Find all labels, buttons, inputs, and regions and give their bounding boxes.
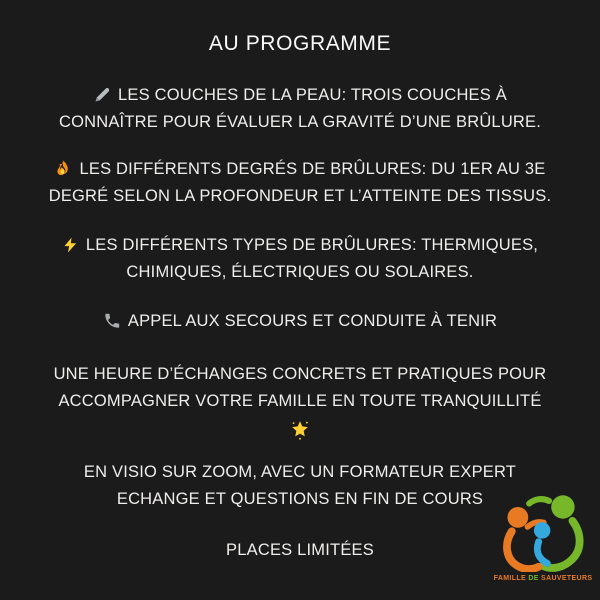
logo-caption-word: SAUVETEURS — [541, 575, 593, 582]
bullet-emergency-call — [17, 308, 583, 335]
closing-text: UNE HEURE D’ÉCHANGES CONCRETS ET PRATIQUES POUR — [53, 365, 547, 383]
bullet-text: LES DIFFÉRENTS DEGRÉS DE BRÛLURES: DU 1ER AU 3E — [79, 160, 546, 178]
phone-icon — [103, 312, 121, 330]
glowing-star-icon — [289, 419, 311, 441]
bullet-text: CONNAÎTRE POUR ÉVALUER LA GRAVITÉ D’UNE BRÛLURE. — [58, 113, 542, 131]
closing-hour-paragraph — [17, 361, 583, 443]
bullet-burn-degrees — [17, 156, 583, 210]
bullet-text: CHIMIQUES, ÉLECTRIQUES OU SOLAIRES. — [126, 263, 474, 281]
logo-caption-word: FAMILLE — [493, 575, 527, 582]
brand-logo — [490, 494, 596, 582]
logo-caption-word: DE — [528, 575, 539, 582]
closing-text: ECHANGE ET QUESTIONS EN FIN DE COURS — [116, 490, 484, 508]
lightning-icon — [62, 236, 79, 254]
bullet-text: LES COUCHES DE LA PEAU: TROIS COUCHES À — [118, 86, 507, 104]
family-logo-icon — [498, 494, 588, 572]
fire-icon — [54, 159, 72, 178]
closing-text: ACCOMPAGNER VOTRE FAMILLE EN TOUTE TRANQUILLITÉ — [58, 392, 542, 410]
places-limited: PLACES LIMITÉES — [226, 541, 374, 559]
bullet-skin-layers — [17, 82, 583, 136]
logo-caption — [494, 575, 593, 582]
page-title: AU PROGRAMME — [208, 32, 392, 55]
pen-icon — [93, 86, 111, 104]
closing-text: EN VISIO SUR ZOOM, AVEC UN FORMATEUR EXPERT — [83, 463, 517, 481]
bullet-text: LES DIFFÉRENTS TYPES DE BRÛLURES: THERMIQUES, — [85, 236, 539, 254]
bullet-text: DEGRÉ SELON LA PROFONDEUR ET L’ATTEINTE DES TISSUS. — [48, 187, 552, 205]
bullet-text: APPEL AUX SECOURS ET CONDUITE À TENIR — [127, 312, 498, 330]
bullet-burn-types — [17, 232, 583, 286]
